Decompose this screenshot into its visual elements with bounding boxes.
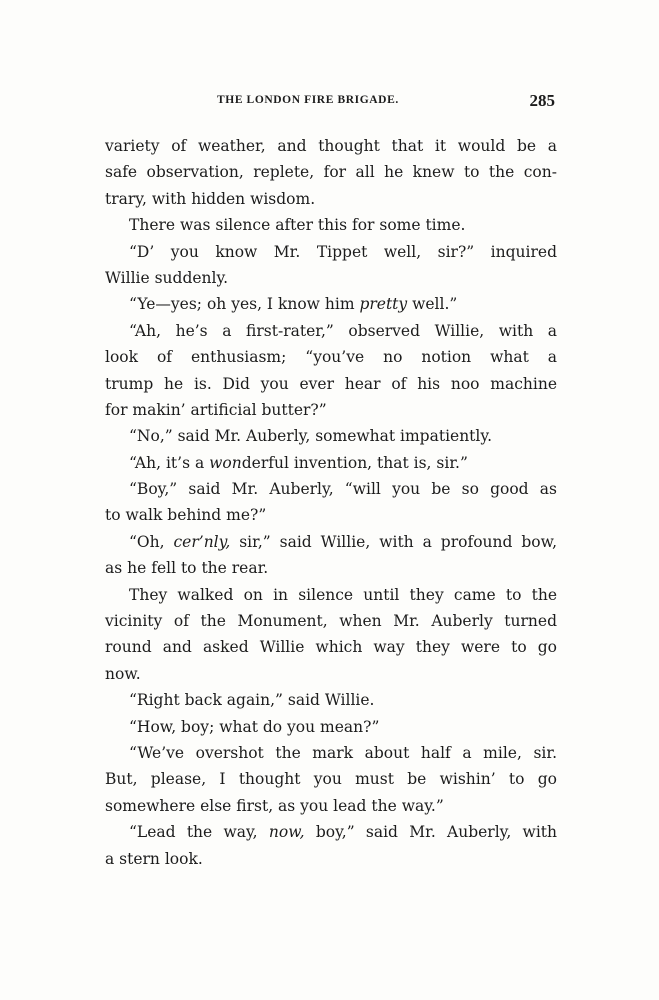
text-segment: well.” [407, 295, 458, 314]
text-line: somewhere else first, as you lead the way.” [105, 796, 444, 815]
text-line [105, 291, 557, 317]
text-line: “Ah, he’s a first-rater,” observed Willie, with a [129, 321, 557, 340]
text-segment: “Ah, it’s a [129, 453, 210, 472]
text-line: “How, boy; what do you mean?” [129, 717, 380, 736]
text-line [105, 529, 557, 555]
body-text [105, 133, 557, 872]
text-line: “No,” said Mr. Auberly, somewhat impatiently. [129, 427, 492, 446]
text-line: trary, with hidden wisdom. [105, 189, 316, 208]
italic-text: pretty [359, 295, 408, 314]
text-segment: “Ye—yes; oh yes, I know him [129, 295, 360, 314]
text-line: look of enthusiasm; “you’ve no notion what a [105, 348, 557, 367]
text-line: now. [105, 664, 141, 683]
text-line: for makin’ artificial butter?” [105, 400, 327, 419]
text-line: “D’ you know Mr. Tippet well, sir?” inquired [129, 242, 557, 261]
text-segment: derful invention, that is, sir.” [241, 453, 468, 472]
text-line: “Boy,” said Mr. Auberly, “will you be so good as [129, 480, 557, 499]
text-line: There was silence after this for some time. [129, 216, 466, 235]
text-segment: sir,” said Willie, with a profound bow, [230, 532, 557, 551]
text-line: But, please, I thought you must be wishin’ to go [105, 770, 557, 789]
page-header [105, 92, 557, 116]
text-line: “We’ve overshot the mark about half a mile, sir. [129, 743, 557, 762]
italic-text: cer’nly, [173, 532, 231, 551]
text-line: Willie suddenly. [105, 268, 229, 287]
text-line: They walked on in silence until they came to the [129, 585, 557, 604]
italic-text: won [209, 453, 242, 472]
text-line: safe observation, replete, for all he knew to the con- [105, 163, 557, 182]
page-number: 285 [529, 91, 555, 110]
text-line [105, 819, 557, 845]
text-line: “Right back again,” said Willie. [129, 691, 375, 710]
text-segment: “Oh, [129, 532, 174, 551]
text-segment: boy,” said Mr. Auberly, with [304, 823, 557, 842]
text-line: round and asked Willie which way they were to go [105, 638, 557, 657]
running-head: THE LONDON FIRE BRIGADE. [217, 94, 399, 106]
text-segment: “Lead the way, [129, 823, 269, 842]
text-line: variety of weather, and thought that it would be a [105, 137, 557, 155]
italic-text: now, [268, 823, 305, 842]
text-line: vicinity of the Monument, when Mr. Auberly turned [105, 612, 557, 631]
text-line [105, 450, 557, 476]
text-line: as he fell to the rear. [105, 559, 269, 578]
text-line: trump he is. Did you ever hear of his noo machine [105, 374, 557, 393]
text-line: a stern look. [105, 849, 203, 868]
text-line: to walk behind me?” [105, 506, 267, 525]
